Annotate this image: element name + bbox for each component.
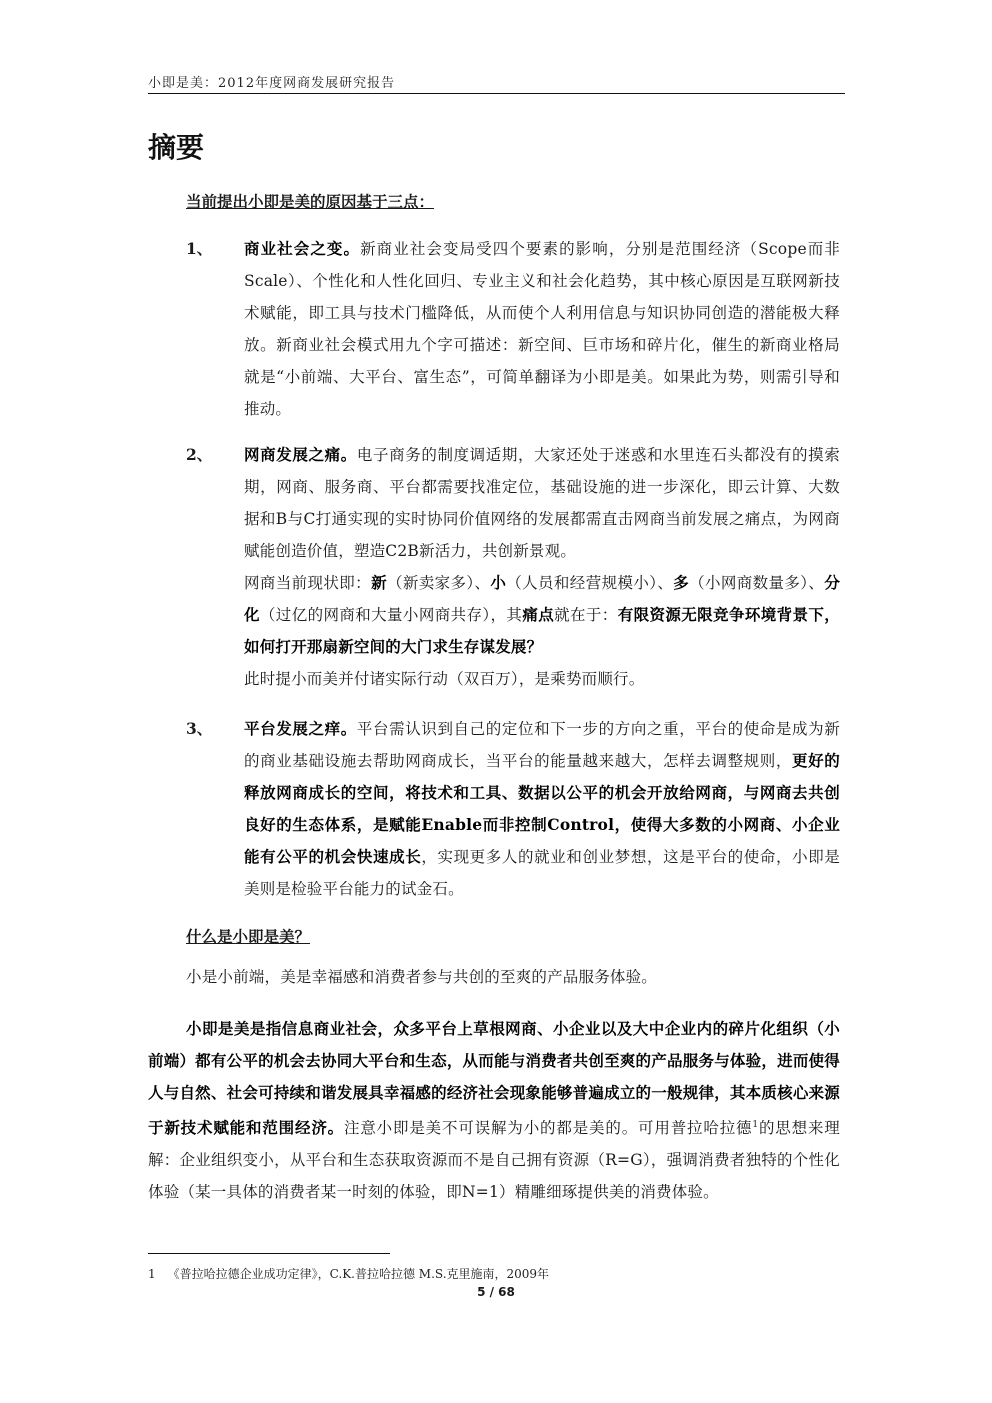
status-pain: 痛点 [522,605,555,624]
section-heading-reasons: 当前提出小即是美的原因基于三点： [186,192,435,211]
list-item-3-text-c: ，实现更多人的就业和创业梦想，这是平台的使命，小即是美则是检验平台能力的试金石。 [244,848,841,898]
status-many-desc: （小网商数量多）、 [689,574,825,592]
list-item-1 [244,233,840,425]
list-item-3-title: 平台发展之痒。 [244,719,357,738]
status-small: 小 [490,573,507,592]
footnote [148,1266,549,1282]
list-item-3 [244,713,840,905]
page-title: 摘要 [148,131,205,164]
definition-short: 小是小前端，美是幸福感和消费者参与共创的至爽的产品服务体验。 [186,968,658,986]
list-item-1-text: 新商业社会变局受四个要素的影响，分别是范围经济（Scope而非Scale）、个性化和人性化回归、专业主义和社会化趋势，其中核心原因是互联网新技术赋能，即工具与技术门槛降低，从而使个人利用信息与知识协同创造的潜能极大释放。新商业社会模式用九个字可描述：新空间、巨市场和碎片化，催生的新商业格局就是“小前端、大平台、富生态”，可简单翻译为小即是美。如果此为势，则需引导和推动。 [244,240,840,418]
header-divider [148,93,845,94]
status-divide-desc: （过亿的网商和大量小网商共存），其 [259,606,523,624]
footnote-divider [148,1253,390,1254]
status-new: 新 [371,573,387,592]
definition-paragraph [148,1013,840,1208]
footnote-number: 1 [148,1267,156,1281]
list-item-2-conclusion: 此时提小而美并付诸实际行动（双百万），是乘势而顺行。 [244,670,645,688]
list-item-3-emphasis: 更好的释放网商成长的空间，将技术和工具、数据以公平的机会开放给网商，与网商去共创良好的生态体系，是赋能Enable而非控制Control，使得大多数的小网商、小企业能有公平的机会快速成长 [244,751,840,866]
list-item-2-text: 电子商务的制度调适期，大家还处于迷惑和水里连石头都没有的摸索期，网商、服务商、平台都需要找准定位，基础设施的进一步深化，即云计算、大数据和B与C打通实现的实时协同价值网络的发展都需直击网商当前发展之痛点，为网商赋能创造价值，塑造C2B新活力，共创新景观。 [244,446,840,560]
status-intro: 网商当前现状即： [244,574,372,592]
running-header: 小即是美：2012年度网商发展研究报告 [148,76,396,91]
status-pain-question: 有限资源无限竞争环境背景下，如何打开那扇新空间的大门求生存谋发展？ [244,605,841,656]
section-heading-what-is: 什么是小即是美？ [186,927,311,946]
status-many: 多 [673,573,690,592]
page-number: 5 / 68 [477,1285,515,1299]
status-divide: 分化 [244,573,841,624]
status-new-desc: （新卖家多）、 [386,574,491,592]
definition-note-a: 注意小即是美不可误解为小的都是美的。可用普拉哈拉德 [344,1119,753,1138]
list-number-3: 3、 [186,719,213,738]
footnote-text: 《普拉哈拉德企业成功定律》，C.K.普拉哈拉德 M.S.克里施南，2009年 [167,1267,550,1281]
definition-note-b: 的思想来理解：企业组织变小，从平台和生态获取资源而不是自己拥有资源（R=G），强调消费者独特的个性化体验（某一具体的消费者某一时刻的体验，即N=1）精雕细琢提供美的消费体验。 [148,1119,840,1202]
list-item-1-title: 商业社会之变。 [244,239,361,258]
list-item-2-status [244,567,840,663]
status-small-desc: （人员和经营规模小）、 [506,574,674,592]
footnote-ref: 1 [752,1120,759,1130]
status-pain-lead: 就在于： [554,606,618,624]
list-number-2: 2、 [186,445,213,464]
definition-bold: 小即是美是指信息商业社会，众多平台上草根网商、小企业以及大中企业内的碎片化组织（小前端）都有公平的机会去协同大平台和生态，从而能与消费者共创至爽的产品服务与体验，进而使得人与自然、社会可持续和谐发展具幸福感的经济社会现象能够普遍成立的一般规律，其本质核心来源于新技术赋能和范围经济。 [148,1019,840,1138]
list-item-2-title: 网商发展之痛。 [244,445,357,464]
list-item-2 [244,439,840,695]
list-number-1: 1、 [186,239,213,258]
list-item-3-text-a: 平台需认识到自己的定位和下一步的方向之重，平台的使命是成为新的商业基础设施去帮助网商成长，当平台的能量越来越大，怎样去调整规则， [244,720,840,770]
